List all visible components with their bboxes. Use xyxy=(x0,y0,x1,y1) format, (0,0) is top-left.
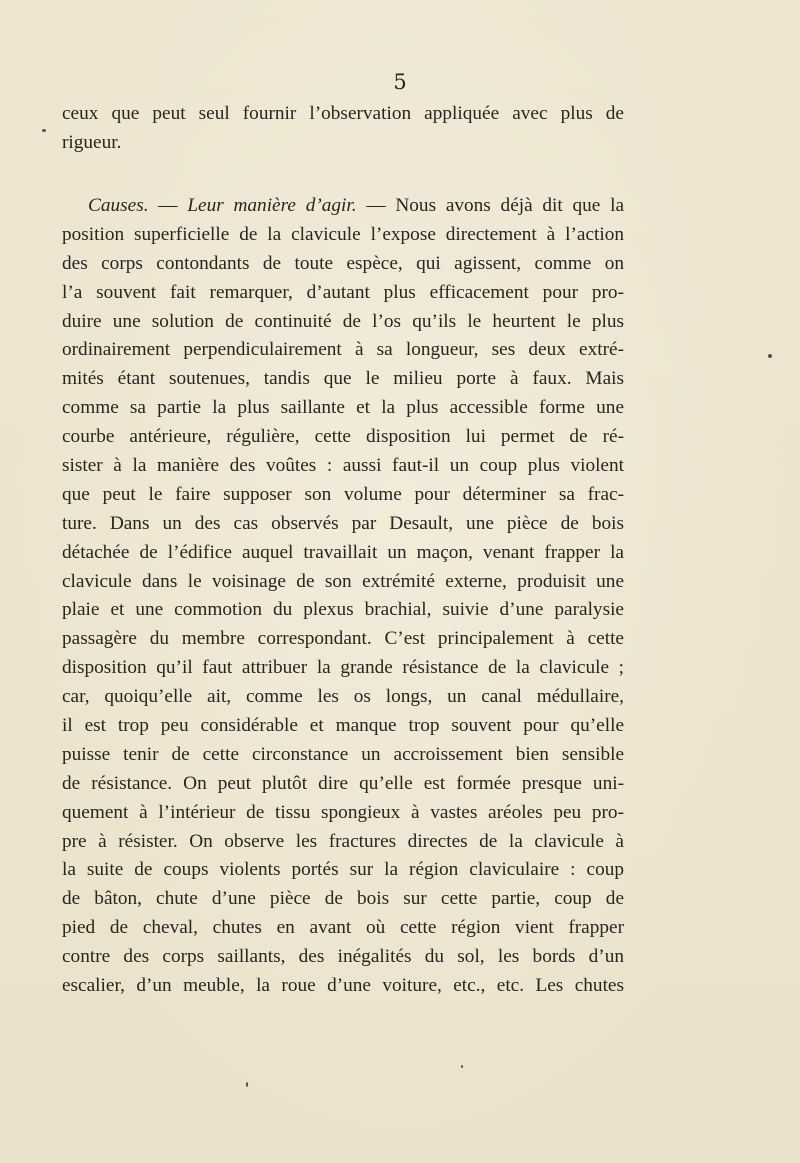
paper-speck xyxy=(246,1082,248,1087)
heading-dash: — xyxy=(148,195,188,216)
text-line: de résistance. On peut plutôt dire qu’elle est formée presque uni- xyxy=(62,772,624,794)
text-line: ceux que peut seul fournir l’observation appliquée avec plus de xyxy=(62,103,624,124)
text-line: ture. Dans un des cas observés par Desault, une pièce de bois xyxy=(62,512,624,534)
paper-speck xyxy=(461,1065,463,1068)
text-line: la suite de coups violents portés sur la région claviculaire : coup xyxy=(62,859,624,881)
text-line: mités étant soutenues, tandis que le milieu porte à faux. Mais xyxy=(62,368,624,390)
heading-lead-text: — Nous avons déjà dit que la xyxy=(356,195,625,216)
text-line: l’a souvent fait remarquer, d’autant plus efficacement pour pro- xyxy=(62,281,624,303)
text-line: que peut le faire supposer son volume pour déterminer sa frac- xyxy=(62,483,624,505)
text-line: de bâton, chute d’une pièce de bois sur cette partie, coup de xyxy=(62,888,624,910)
text-line: courbe antérieure, régulière, cette disposition lui permet de ré- xyxy=(62,426,624,448)
section-subheading: Leur manière d’agir. xyxy=(187,195,357,216)
second-paragraph xyxy=(62,192,624,1001)
text-line: puisse tenir de cette circonstance un accroissement bien sensible xyxy=(62,743,624,765)
text-line: plaie et une commotion du plexus brachial, suivie d’une paralysie xyxy=(62,599,624,621)
text-line: quement à l’intérieur de tissu spongieux à vastes aréoles peu pro- xyxy=(62,801,624,823)
text-line: escalier, d’un meuble, la roue d’une voiture, etc., etc. Les chutes xyxy=(62,975,624,997)
text-line: contre des corps saillants, des inégalités du sol, les bords d’un xyxy=(62,946,624,968)
text-line: ordinairement perpendiculairement à sa longueur, ses deux extré- xyxy=(62,339,624,361)
section-heading-line xyxy=(62,192,624,221)
text-line: des corps contondants de toute espèce, qui agissent, comme on xyxy=(62,252,624,274)
paper-speck xyxy=(768,354,772,358)
paper-speck xyxy=(42,129,46,132)
text-line: pre à résister. On observe les fractures directes de la clavicule à xyxy=(62,830,624,852)
page-number: 5 xyxy=(393,70,407,94)
text-line: duire une solution de continuité de l’os qu’ils le heurtent le plus xyxy=(62,310,624,332)
text-line: il est trop peu considérable et manque trop souvent pour qu’elle xyxy=(62,715,624,737)
text-line: détachée de l’édifice auquel travaillait un maçon, venant frapper la xyxy=(62,541,624,563)
section-heading-causes: Causes. xyxy=(88,195,149,216)
text-line: disposition qu’il faut attribuer la grande résistance de la clavicule ; xyxy=(62,657,624,679)
text-line: position superficielle de la clavicule l’expose directement à l’action xyxy=(62,223,624,245)
text-line: car, quoiqu’elle ait, comme les os longs, un canal médullaire, xyxy=(62,686,624,708)
text-line: comme sa partie la plus saillante et la plus accessible forme une xyxy=(62,397,624,419)
text-line: pied de cheval, chutes en avant où cette région vient frapper xyxy=(62,917,624,939)
text-line: passagère du membre correspondant. C’est principalement à cette xyxy=(62,628,624,650)
first-paragraph xyxy=(62,100,624,158)
text-line: sister à la manière des voûtes : aussi faut-il un coup plus violent xyxy=(62,455,624,477)
text-line: rigueur. xyxy=(62,131,122,153)
text-line: clavicule dans le voisinage de son extrémité externe, produisit une xyxy=(62,570,624,592)
